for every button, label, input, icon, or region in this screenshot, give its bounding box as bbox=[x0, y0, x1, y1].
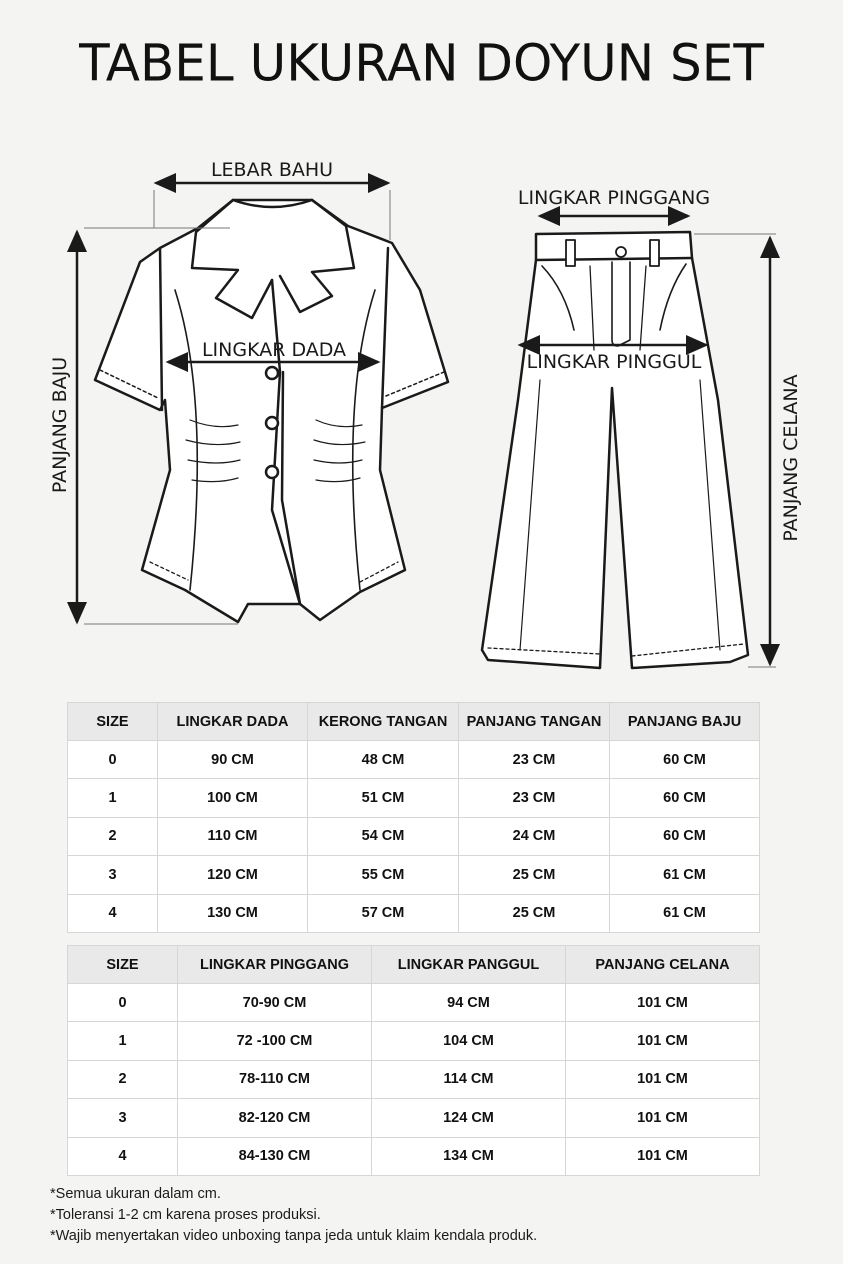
header-panjang-baju: PANJANG BAJU bbox=[610, 703, 760, 741]
table-cell: 57 CM bbox=[308, 894, 459, 932]
table-cell: 84-130 CM bbox=[178, 1137, 372, 1175]
table-cell: 3 bbox=[68, 856, 158, 894]
table-row bbox=[68, 856, 760, 894]
table-cell: 1 bbox=[68, 779, 158, 817]
table-cell: 114 CM bbox=[372, 1060, 566, 1098]
table-cell: 90 CM bbox=[158, 741, 308, 779]
table-cell: 0 bbox=[68, 984, 178, 1022]
label-lingkar-pinggul: LINGKAR PINGGUL bbox=[526, 351, 702, 373]
label-panjang-celana: PANJANG CELANA bbox=[780, 374, 802, 542]
table-cell: 61 CM bbox=[610, 894, 760, 932]
table-cell: 23 CM bbox=[459, 779, 610, 817]
table-cell: 120 CM bbox=[158, 856, 308, 894]
table-row bbox=[68, 1022, 760, 1060]
table-cell: 4 bbox=[68, 894, 158, 932]
table-cell: 3 bbox=[68, 1099, 178, 1137]
table-cell: 61 CM bbox=[610, 856, 760, 894]
table-cell: 1 bbox=[68, 1022, 178, 1060]
table-cell: 101 CM bbox=[566, 1137, 760, 1175]
table-row bbox=[68, 984, 760, 1022]
garment-illustration bbox=[0, 140, 843, 690]
table-cell: 25 CM bbox=[459, 894, 610, 932]
table-row bbox=[68, 894, 760, 932]
table-cell: 94 CM bbox=[372, 984, 566, 1022]
table-cell: 55 CM bbox=[308, 856, 459, 894]
table-cell: 101 CM bbox=[566, 1060, 760, 1098]
table-cell: 101 CM bbox=[566, 1022, 760, 1060]
table-row bbox=[68, 1060, 760, 1098]
pants-drawing bbox=[482, 232, 748, 668]
table-cell: 101 CM bbox=[566, 1099, 760, 1137]
table-cell: 130 CM bbox=[158, 894, 308, 932]
header-size: SIZE bbox=[68, 703, 158, 741]
table-cell: 60 CM bbox=[610, 817, 760, 855]
table-cell: 100 CM bbox=[158, 779, 308, 817]
page-title: TABEL UKURAN DOYUN SET bbox=[79, 33, 764, 93]
shirt-drawing bbox=[95, 200, 448, 622]
table-cell: 101 CM bbox=[566, 984, 760, 1022]
table-cell: 54 CM bbox=[308, 817, 459, 855]
table-cell: 72 -100 CM bbox=[178, 1022, 372, 1060]
table-cell: 24 CM bbox=[459, 817, 610, 855]
table-row bbox=[68, 741, 760, 779]
table-row bbox=[68, 1137, 760, 1175]
table-cell: 110 CM bbox=[158, 817, 308, 855]
table-cell: 48 CM bbox=[308, 741, 459, 779]
table-cell: 134 CM bbox=[372, 1137, 566, 1175]
footnotes bbox=[50, 1184, 810, 1247]
table-cell: 60 CM bbox=[610, 779, 760, 817]
table-row bbox=[68, 1099, 760, 1137]
table-cell: 60 CM bbox=[610, 741, 760, 779]
table-cell: 78-110 CM bbox=[178, 1060, 372, 1098]
table-cell: 0 bbox=[68, 741, 158, 779]
header-size: SIZE bbox=[68, 946, 178, 984]
header-lingkar-dada: LINGKAR DADA bbox=[158, 703, 308, 741]
table-row bbox=[68, 779, 760, 817]
top-size-table bbox=[67, 702, 760, 933]
table-cell: 23 CM bbox=[459, 741, 610, 779]
table-cell: 25 CM bbox=[459, 856, 610, 894]
label-lingkar-dada: LINGKAR DADA bbox=[201, 339, 347, 361]
header-panjang-tangan: PANJANG TANGAN bbox=[459, 703, 610, 741]
table-cell: 51 CM bbox=[308, 779, 459, 817]
footnote-unboxing: *Wajib menyertakan video unboxing tanpa jeda untuk klaim kendala produk. bbox=[50, 1228, 538, 1244]
label-lingkar-pinggang: LINGKAR PINGGANG bbox=[517, 187, 711, 209]
table-cell: 104 CM bbox=[372, 1022, 566, 1060]
header-kerong-tangan: KERONG TANGAN bbox=[308, 703, 459, 741]
table-header-row bbox=[68, 946, 760, 984]
footnote-units: *Semua ukuran dalam cm. bbox=[50, 1186, 221, 1202]
label-lebar-bahu: LEBAR BAHU bbox=[210, 159, 334, 181]
label-panjang-baju: PANJANG BAJU bbox=[49, 356, 71, 494]
table-header-row bbox=[68, 703, 760, 741]
table-cell: 124 CM bbox=[372, 1099, 566, 1137]
table-cell: 4 bbox=[68, 1137, 178, 1175]
table-cell: 2 bbox=[68, 1060, 178, 1098]
table-cell: 82-120 CM bbox=[178, 1099, 372, 1137]
footnote-tolerance: *Toleransi 1-2 cm karena proses produksi. bbox=[50, 1207, 321, 1223]
header-lingkar-pinggang: LINGKAR PINGGANG bbox=[178, 946, 372, 984]
table-cell: 70-90 CM bbox=[178, 984, 372, 1022]
bottom-size-table bbox=[67, 945, 760, 1176]
header-panjang-celana: PANJANG CELANA bbox=[566, 946, 760, 984]
table-cell: 2 bbox=[68, 817, 158, 855]
header-lingkar-panggul: LINGKAR PANGGUL bbox=[372, 946, 566, 984]
table-row bbox=[68, 817, 760, 855]
